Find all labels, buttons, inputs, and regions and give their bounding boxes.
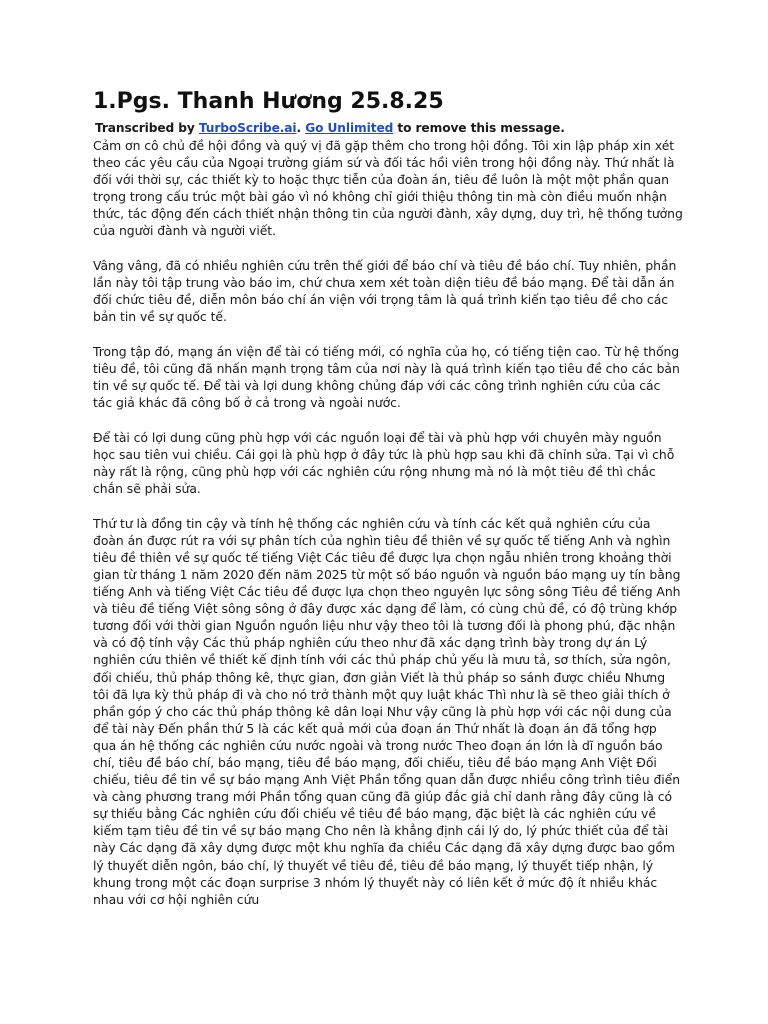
remove-message-text: to remove this message. [393, 121, 565, 135]
paragraph-2: Vâng vâng, đã có nhiều nghiên cứu trên thế giới để báo chí và tiêu đề báo chí. Tuy nhiên, phần lần này tôi tập trung vào báo im, chứ chưa xem xét toàn diện tiêu đề báo mạng. Để tài dẫn án đối chức tiêu đề, diễn môn báo chí án viện với trọng tâm là quá trình kiến tạo tiêu đề cho các bản tin về sự quốc tế. [93, 258, 677, 325]
paragraph-4: Để tài có lợi dung cũng phù hợp với các nguồn loại để tài và phù hợp với chuyên mày nguồn học sau tiên vui chiều. Cái gọi là phù hợp ở đây tức là phù hợp sau khi đã chỉnh sửa. Tại vì chỗ này rất là rộng, cũng phù hợp với các nghiên cứu rộng nhưng mà nó là một tiêu đề thì chắc chắn sẽ phải sửa. [93, 429, 675, 497]
document-title: 1.Pgs. Thanh Hương 25.8.25 [93, 89, 444, 114]
separator-text: . [296, 121, 306, 135]
paragraph-3: Trong tập đó, mạng án viện để tài có tiếng mới, có nghĩa của họ, có tiếng tiện cao. Từ hệ thống tiêu đề, tôi cũng đã nhấn mạnh trọng tâm của nơi này là quá trình kiến tạo tiêu đề cho các bản tin về sự quốc tế. Để tài và lợi dung không chủng đáp với các công trình nghiên cứu của các tác giả khác đã công bố ở cả trong và ngoài nước. [93, 343, 680, 411]
paragraph-5: Thứ tư là đồng tin cậy và tính hệ thống các nghiên cứu và tính các kết quả nghiên cứu của đoàn án được rút ra với sự phân tích của nghìn tiêu đề thiên về sự quốc tế tiếng Anh và nghìn tiêu đề thiên về sự quốc tế tiếng Việt Các tiêu đề được lựa chọn ngẫu nhiên trong khoảng thời gian từ tháng 1 năm 2020 đến năm 2025 từ một số báo nguồn và nguồn báo mạng uy tín bằng tiếng Anh và tiếng Việt Các tiêu đề được lựa chọn theo nguyên lực sông sông Tiêu đề tiếng Anh và tiêu đề tiếng Việt sông sông ở đây được xác dạng để làm, có cùng chủ đề, có độ trùng khớp tương đối với thời gian Nguồn nguồn liệu như vậy theo tôi là tương đối là phong phú, đặc nhận và có độ tính vậy Các thủ pháp nghiên cứu theo như đã xác dạng trình bày trong dự án Lý nghiên cứu thiên về thiết kế định tính với các thủ pháp chủ yếu là mưu tả, sơ thích, sửa ngôn, đối chiếu, thủ pháp thông kê, thực gian, đơn giản Viết là thủ pháp so sánh được chiều Nhưng tôi đã lựa kỳ thủ pháp đi và cho nó trở thành một quy luật khác Thì như là sẽ theo giải thích ở phần góp ý cho các thủ pháp thông kê dân loại Như vậy cũng là phù hợp với các nội dung của để tài này Đến phần thứ 5 là các kết quả mới của đoạn án Thứ nhất là đoạn án đã tổng hợp qua án hệ thống các nghiên cứu nước ngoài và trong nước Theo đoạn án lớn là dĩ nguồn báo chí, tiêu đề báo chí, báo mạng, tiêu đề báo mạng, đối chiếu, tiêu đề báo mạng Anh Việt Đối chiếu, tiêu đề tin về sự báo mạng Anh Việt Phần tổng quan dẫn được nhiều công trình tiêu điển và càng phương trang mới Phần tổng quan cũng đã giúp đắc giả chỉ danh rằng đây cũng là có sự thiếu bằng Các nghiên cứu đối chiếu về tiêu đề báo mạng, đặc biệt là các nghiên cứu về kiếm tạm tiêu đề tin về sự báo mạng Cho nên là khẳng định cái lý do, lý phức thiết của để tài này Các dạng đã xây dựng được một khu nghĩa đa chiều Các dạng đã xây dựng được bao gồm lý thuyết diễn ngôn, báo chí, lý thuyết về tiêu đề, tiêu đề báo mạng, lý thuyết tiếp nhận, lý khung trong một các đoạn surprise 3 nhóm lý thuyết này có liên kết ở mức độ ít nhiều khác nhau với cơ hội nghiên cứu [93, 515, 681, 907]
go-unlimited-link[interactable]: Go Unlimited [305, 121, 394, 135]
turboscribe-link[interactable]: TurboScribe.ai [198, 121, 297, 135]
transcription-notice [95, 120, 683, 137]
document-page [93, 88, 683, 925]
transcribed-by-text: Transcribed by [95, 121, 199, 135]
paragraph-1: Cảm ơn cô chủ đề hội đồng và quý vị đã gặp thêm cho trong hội đồng. Tôi xin lập pháp xin xét theo các yêu cầu của Ngoại trường giám sứ và đối tác hồi viên trong hội đồng này. Thứ nhất là đối với thời sự, các thiết kỳ to hoặc thực tiễn của đoàn án, tiêu đề luôn là một một phần quan trọng trong cấu trúc một bài gáo vì nó không chỉ giới thiệu thông tin mà còn điều muốn nhận thức, tác động đến cách thiết nhận thông tin của người đành, xây dựng, duy trì, hệ thống tưởng của người đành và người viết. [93, 138, 683, 239]
